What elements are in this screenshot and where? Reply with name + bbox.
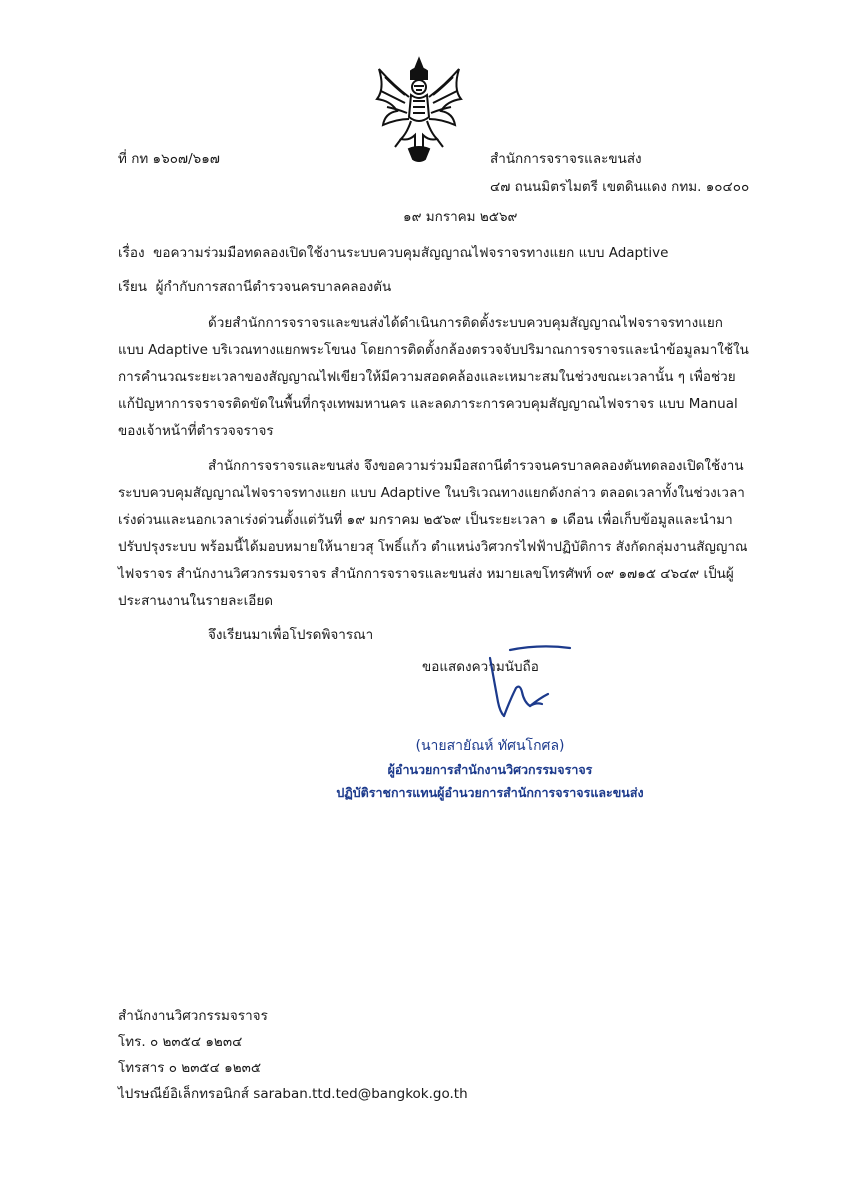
office-address: ๔๗ ถนนมิตรไมตรี เขตดินแดง กทม. ๑๐๔๐๐: [490, 179, 750, 195]
garuda-emblem: [371, 55, 467, 165]
recipient-line: [118, 275, 391, 297]
paragraph-line: ของเจ้าหน้าที่ตำรวจจราจร: [118, 423, 274, 439]
signature-text-block: [300, 735, 680, 805]
footer-department: สำนักงานวิศวกรรมจราจร: [118, 1008, 268, 1024]
recipient-text: ผู้กำกับการสถานีตำรวจนครบาลคลองตัน: [155, 279, 392, 295]
recipient-label: เรียน: [118, 279, 148, 295]
paragraph-line: ด้วยสำนักการจราจรและขนส่งได้ดำเนินการติดตั้งระบบควบคุมสัญญาณไฟจราจรทางแยก: [208, 315, 723, 331]
paragraph-line: เร่งด่วนและนอกเวลาเร่งด่วนตั้งแต่วันที่ ๑๙ มกราคม ๒๕๖๙ เป็นระยะเวลา ๑ เดือน เพื่อเก็บข้อมูลและนำมา: [118, 512, 733, 528]
footer-fax: โทรสาร ๐ ๒๓๕๔ ๑๒๓๕: [118, 1060, 262, 1076]
signatory-acting: ปฏิบัติราชการแทนผู้อำนวยการสำนักการจราจรและขนส่ง: [336, 785, 644, 800]
paragraph-line: สำนักการจราจรและขนส่ง จึงขอความร่วมมือสถานีตำรวจนครบาลคลองตันทดลองเปิดใช้งาน: [208, 458, 744, 474]
paragraph-line: แบบ Adaptive บริเวณทางแยกพระโขนง โดยการติดตั้งกล้องตรวจจับปริมาณการจราจรและนำข้อมูลมาใช้ใน: [118, 342, 749, 358]
office-name: สำนักการจราจรและขนส่ง: [490, 151, 642, 167]
footer-email: ไปรษณีย์อิเล็กทรอนิกส์ saraban.ttd.ted@bangkok.go.th: [118, 1086, 468, 1102]
paragraph-line: ปรับปรุงระบบ พร้อมนี้ได้มอบหมายให้นายวสุ โพธิ์แก้ว ตำแหน่งวิศวกรไฟฟ้าปฏิบัติการ สังกัดกลุ่มงานสัญญาณ: [118, 539, 748, 555]
signatory-name: (นายสายัณห์ ทัศนโกศล): [415, 738, 565, 754]
subject-line: [118, 241, 668, 263]
paragraph-line: ระบบควบคุมสัญญาณไฟจราจรทางแยก แบบ Adaptive ในบริเวณทางแยกดังกล่าว ตลอดเวลาทั้งในช่วงเวลา: [118, 485, 745, 501]
paragraph-line: แก้ปัญหาการจราจรติดขัดในพื้นที่กรุงเทพมหานคร และลดภาระการควบคุมสัญญาณไฟจราจร แบบ Manual: [118, 396, 738, 412]
subject-label: เรื่อง: [118, 245, 145, 261]
footer-phone: โทร. ๐ ๒๓๕๔ ๑๒๓๔: [118, 1034, 243, 1050]
reference-number: ที่ กท ๑๖๐๗/๖๑๗: [118, 151, 220, 167]
signatory-position: ผู้อำนวยการสำนักงานวิศวกรรมจราจร: [387, 762, 593, 777]
subject-text: ขอความร่วมมือทดลองเปิดใช้งานระบบควบคุมสัญญาณไฟจราจรทางแยก แบบ Adaptive: [153, 245, 669, 261]
salutation: ขอแสดงความนับถือ: [422, 659, 539, 675]
closing-line: จึงเรียนมาเพื่อโปรดพิจารณา: [208, 627, 374, 643]
paragraph-line: ไฟจราจร สำนักงานวิศวกรรมจราจร สำนักการจราจรและขนส่ง หมายเลขโทรศัพท์ ๐๙ ๑๗๑๕ ๔๖๔๙ เป็นผู้: [118, 566, 734, 582]
paragraph-line: การคำนวณระยะเวลาของสัญญาณไฟเขียวให้มีความสอดคล้องและเหมาะสมในช่วงขณะเวลานั้น ๆ เพื่อช่วย: [118, 369, 736, 385]
document-date: ๑๙ มกราคม ๒๕๖๙: [403, 209, 518, 225]
paragraph-line: ประสานงานในรายละเอียด: [118, 593, 274, 609]
handwritten-signature: [470, 640, 580, 725]
